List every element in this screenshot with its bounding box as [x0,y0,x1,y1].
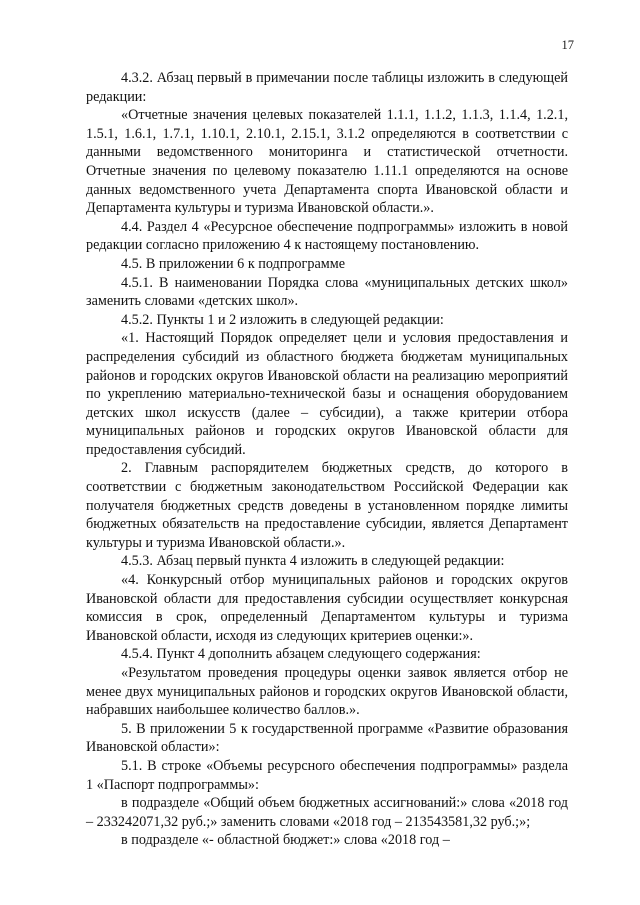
paragraph-4-5: 4.5. В приложении 6 к подпрограмме [121,255,345,272]
paragraph-4-4: 4.4. Раздел 4 «Ресурсное обеспечение подпрограммы» изложить в новой редакции согласно приложению 4 к настоящему постановлению. [86,218,568,254]
paragraph-4-3-2: 4.3.2. Абзац первый в примечании после таблицы изложить в следующей редакции: [86,70,568,105]
document-body [86,69,568,850]
paragraph-procedure-item-4: «4. Конкурсный отбор муниципальных районов и городских округов Ивановской области для предоставления субсидии осуществляет конкурсная комиссия в срок, определенный Департаментом культуры и туризма Ивановской области, исходя из следующих критериев оценки:». [86,572,568,644]
paragraph-4-5-1: 4.5.1. В наименовании Порядка слова «муниципальных детских школ» заменить словами «детских школ». [86,274,568,310]
paragraph-procedure-item-1: «1. Настоящий Порядок определяет цели и условия предоставления и распределения субсидий из областного бюджета бюджетам муниципальных районов и городских округов Ивановской области на реализацию мероприятий по укреплению материально-технической базы и оснащения оборудованием детских школ искусств (далее – субсидии), а также критерии отбора муниципальных районов и городских округов Ивановской области для предоставления субсидий. [86,330,568,458]
paragraph-procedure-item-2: 2. Главным распорядителем бюджетных средств, до которого в соответствии с бюджетным законодательством Российской Федерации как получателя бюджетных средств доведены в установленном порядке лимиты бюджетных обязательств на предоставление субсидии, является Департамент культуры и туризма Ивановской области.». [86,460,568,551]
paragraph-5: 5. В приложении 5 к государственной программе «Развитие образования Ивановской области»: [86,720,568,756]
paragraph-4-5-4: 4.5.4. Пункт 4 дополнить абзацем следующего содержания: [121,646,481,663]
paragraph-5-1: 5.1. В строке «Объемы ресурсного обеспечения подпрограммы» раздела 1 «Паспорт подпрограммы»: [86,757,568,793]
paragraph-4-5-3: 4.5.3. Абзац первый пункта 4 изложить в следующей редакции: [121,553,505,570]
paragraph-4-5-2: 4.5.2. Пункты 1 и 2 изложить в следующей редакции: [121,311,444,328]
paragraph-regional-budget: в подразделе «- областной бюджет:» слова «2018 год – [121,832,450,849]
paragraph-target-values-note: «Отчетные значения целевых показателей 1.1.1, 1.1.2, 1.1.3, 1.1.4, 1.2.1, 1.5.1, 1.6.1, 1.7.1, 1.10.1, 2.10.1, 2.15.1, 3.1.2 определяются в соответствии с данными ведомственного мониторинга и статистической отчетности. Отчетные значения по целевому показателю 1.11.1 определяются на основе данных ведомственного учета Департамента спорта Ивановской области и Департамента культуры и туризма Ивановской области.». [86,107,568,217]
paragraph-total-budget: в подразделе «Общий объем бюджетных ассигнований:» слова «2018 год – 233242071,32 руб.;» заменить словами «2018 год – 213543581,32 руб.;»; [86,795,568,830]
paragraph-selection-result: «Результатом проведения процедуры оценки заявок является отбор не менее двух муниципальных районов и городских округов Ивановской области, набравших наибольшее количество баллов.». [86,665,568,719]
page-number: 17 [561,38,574,52]
